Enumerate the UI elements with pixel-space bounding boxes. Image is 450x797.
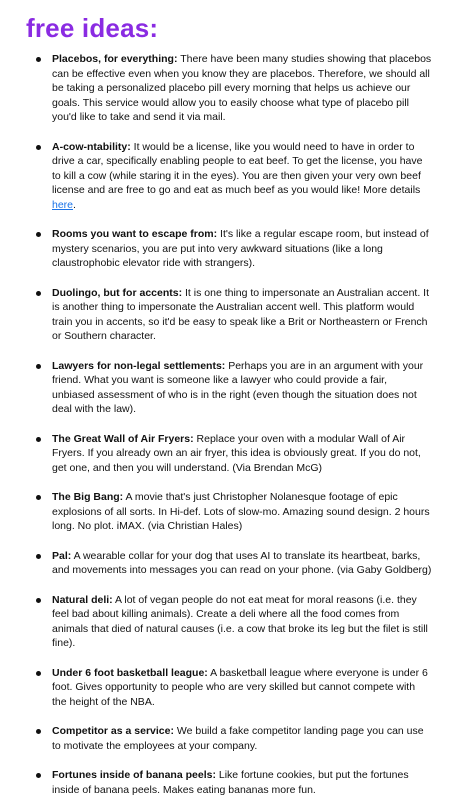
page-heading: free ideas: (26, 13, 159, 43)
bullet-icon (36, 145, 41, 150)
idea-description: Like fortune cookies, but put the fortunes inside of banana peels. Makes eating bananas more fun. (52, 769, 409, 796)
idea-list-item (26, 227, 432, 271)
idea-title: Fortunes inside of banana peels: (52, 769, 216, 781)
idea-description: We build a fake competitor landing page you can use to motivate the employees at your company. (52, 725, 424, 752)
idea-description: A movie that's just Christopher Nolanesque footage of epic explosions of all sorts. In Hi-def. Lots of slow-mo. Amazing sound design. 2 hours long. No plot. iMAX. (via Christian Hales) (52, 491, 430, 532)
idea-description: A lot of vegan people do not eat meat for moral reasons (i.e. they feel bad about killing animals). Create a deli where all the food comes from animals that died of natural causes (i.e. a cow that broke its leg but the filet is still fine). (52, 593, 428, 649)
idea-list-item (26, 549, 432, 578)
idea-list-item (26, 593, 432, 651)
idea-title: Duolingo, but for accents: (52, 286, 183, 299)
idea-title: Natural deli: (52, 593, 113, 606)
bullet-icon (36, 495, 41, 500)
idea-list-item (26, 768, 432, 797)
idea-title: Rooms you want to escape from: (52, 228, 218, 240)
idea-title: Placebos, for everything: (52, 53, 178, 65)
details-link[interactable]: here (52, 198, 74, 211)
idea-description: Perhaps you are in an argument with your friend. What you want is someone like a lawyer who could provide a fair, unbiased assessment of who is in the right (even though the situation does not deal with the law). (52, 359, 424, 415)
idea-description: It would be a license, like you would need to have in order to drive a car, specifically enabling people to eat beef. To get the license, you have to kill a cow (while staring it in the eyes). You are then given your very own beef license and are free to go and eat as much beef as you would like! More details (52, 140, 423, 196)
idea-description: It is one thing to impersonate an Australian accent. It is another thing to impersonate the Australian accent well. This platform would train you in accents, so it'd be easy to speak like a Brit or Northeastern or French or Southern character. (52, 286, 429, 342)
ideas-list (26, 52, 432, 797)
idea-title: Under 6 foot basketball league: (52, 666, 208, 679)
idea-description: There have been many studies showing that placebos can be effective even when you know they are placebos. Therefore, we should all be taking a personalized placebo pill every morning that helps us achieve our goals. This service would allow you to easily choose what type of placebo pill you'd like to take and send it via mail. (52, 53, 432, 123)
idea-title: The Great Wall of Air Fryers: (52, 432, 194, 445)
idea-description: A wearable collar for your dog that uses AI to translate its heartbeat, barks, and movements into messages you can read on your phone. (via Gaby Goldberg) (52, 549, 432, 576)
idea-title: A-cow-ntability: (52, 140, 131, 153)
bullet-icon (36, 57, 41, 62)
bullet-icon (36, 437, 41, 442)
idea-title: Lawyers for non-legal settlements: (52, 359, 226, 372)
idea-description: A basketball league where everyone is under 6 foot. Gives opportunity to people who are very skilled but cannot compete with the height of the NBA. (52, 666, 428, 708)
idea-list-item (26, 724, 432, 753)
bullet-icon (36, 291, 41, 296)
idea-title: Competitor as a service: (52, 725, 174, 737)
idea-list-item (26, 286, 432, 344)
bullet-icon (36, 729, 41, 734)
bullet-icon (36, 364, 41, 369)
idea-title: Pal: (52, 549, 72, 562)
idea-list-item (26, 432, 432, 476)
idea-description: It's like a regular escape room, but instead of mystery scenarios, you are put into very awkward situations (like a long claustrophobic elevator ride with strangers). (52, 228, 429, 269)
bullet-icon (36, 232, 41, 237)
idea-list-item (26, 490, 432, 534)
bullet-icon (36, 598, 41, 603)
idea-list-item (26, 140, 432, 213)
bullet-icon (36, 671, 41, 676)
idea-description-end: . (73, 198, 76, 211)
idea-title: The Big Bang: (52, 491, 124, 503)
idea-list-item (26, 52, 432, 125)
idea-list-item (26, 359, 432, 417)
idea-list-item (26, 666, 432, 710)
bullet-icon (36, 554, 41, 559)
idea-description: Replace your oven with a modular Wall of Air Fryers. If you already own an air fryer, this idea is obviously great. If you do not, get one, and then you will understand. (Via Brendan McG) (52, 432, 421, 474)
bullet-icon (36, 773, 41, 778)
